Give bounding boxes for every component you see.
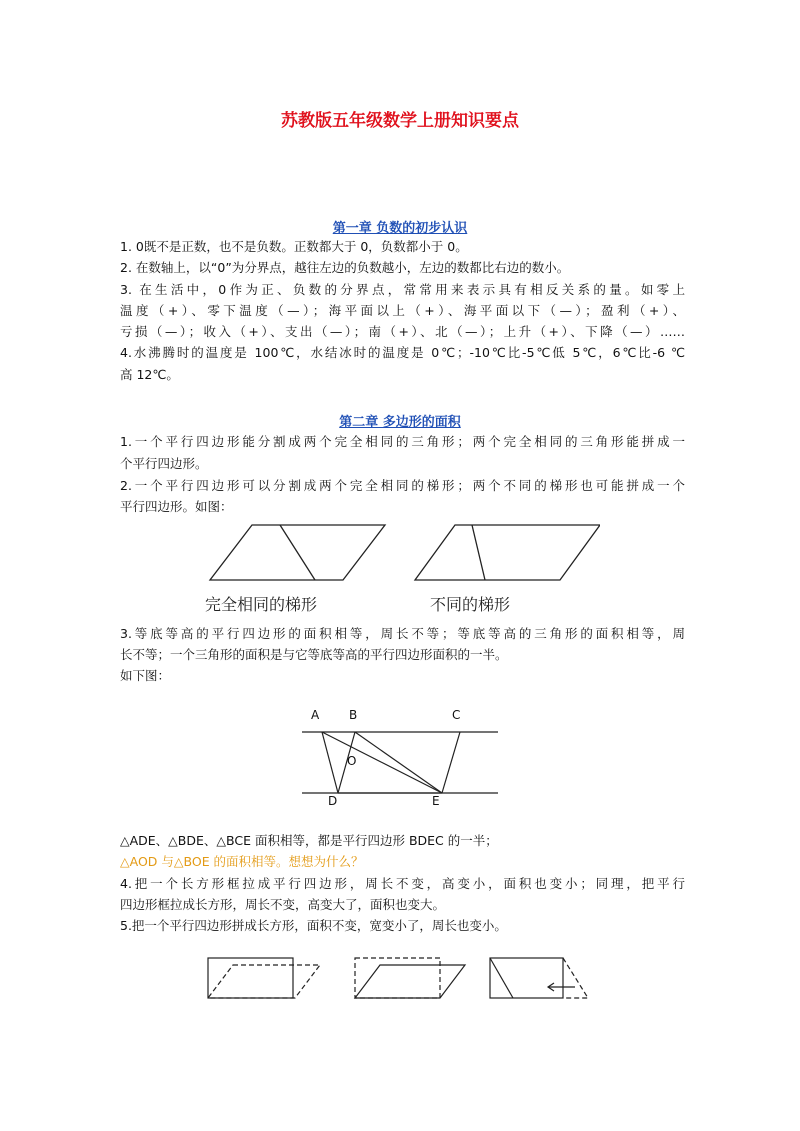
label-d: D	[328, 794, 338, 808]
chapter-2-line: 5.把一个平行四边形拼成长方形，面积不变，宽变小了，周长也变小。	[120, 918, 507, 933]
split-line-left	[280, 525, 315, 580]
chapter-1-heading: 第一章 负数的初步认识	[332, 221, 468, 236]
chapter-2-line: 个平行四边形。	[120, 456, 208, 471]
segment-ce	[442, 732, 460, 793]
chapter-2-highlight-line: △AOD 与△BOE 的面积相等。想想为什么？	[120, 854, 364, 869]
chapter-2-line: 如下图：	[120, 668, 171, 683]
segment-be	[355, 732, 442, 793]
chapter-2-line: 2.一个平行四边形可以分割成两个完全相同的梯形；两个不同的梯形也可能拼成一个	[120, 478, 685, 493]
parallelogram-2	[355, 965, 465, 998]
label-b: B	[349, 708, 358, 722]
segment-ad	[322, 732, 338, 793]
label-e: E	[432, 794, 440, 808]
chapter-2-line: 四边形框拉成长方形，周长不变，高变大了，面积也变大。	[120, 897, 446, 912]
chapter-2-line: 平行四边形。如图：	[120, 499, 233, 514]
chapter-2-heading: 第二章 多边形的面积	[339, 415, 461, 430]
dashed-triangle-3	[563, 958, 588, 998]
chapter-2-line: 长不等；一个三角形的面积是与它等底等高的平行四边形面积的一半。	[120, 647, 508, 662]
label-c: C	[452, 708, 461, 722]
label-a: A	[311, 708, 320, 722]
chapter-2-line: 1.一个平行四边形能分割成两个完全相同的三角形；两个完全相同的三角形能拼成一	[120, 434, 685, 449]
chapter-2-line: 4.把一个长方形框拉成平行四边形，周长不变，高变小，面积也变小；同理，把平行	[120, 876, 685, 891]
document-title: 苏教版五年级数学上册知识要点	[281, 111, 519, 131]
caption-different-trapezoids: 不同的梯形	[430, 595, 511, 614]
chapter-1-line: 高 12℃。	[120, 367, 179, 382]
chapter-1-line: 温度（+）、零下温度（—）；海平面以上（+）、海平面以下（—）；盈利（+）、	[120, 303, 685, 318]
trapezoid-figure	[200, 520, 600, 590]
dashed-rectangle-2	[355, 958, 440, 998]
dashed-parallelogram-1	[208, 965, 320, 998]
chapter-2-line: 3.等底等高的平行四边形的面积相等，周长不等；等底等高的三角形的面积相等，周	[120, 626, 685, 641]
caption-same-trapezoids: 完全相同的梯形	[205, 595, 318, 614]
chapter-1-line: 2. 在数轴上，以“0”为分界点，越往左边的负数越小，左边的数都比右边的数小。	[120, 260, 570, 275]
chapter-1-line: 4.水沸腾时的温度是 100℃，水结冰时的温度是 0℃；-10℃比-5℃低 5℃，6℃比-6 ℃	[120, 345, 685, 360]
rectangle-1	[208, 958, 293, 998]
triangle-figure	[290, 700, 510, 815]
split-line-right	[472, 525, 485, 580]
rectangle-parallelogram-figure	[200, 950, 600, 1005]
chapter-1-line: 1. 0既不是正数，也不是负数。正数都大于 0，负数都小于 0。	[120, 239, 468, 254]
label-o: O	[347, 754, 357, 768]
cut-line-3	[490, 958, 513, 998]
chapter-1-line: 亏损（—）；收入（+）、支出（—）；南（+）、北（—）；上升（+）、下降（—）……	[120, 324, 685, 339]
parallelogram-right	[415, 525, 600, 580]
chapter-1-line: 3. 在生活中，0作为正、负数的分界点，常常用来表示具有相反关系的量。如零上	[120, 282, 685, 297]
chapter-2-line: △ADE、△BDE、△BCE 面积相等，都是平行四边形 BDEC 的一半；	[120, 833, 498, 848]
